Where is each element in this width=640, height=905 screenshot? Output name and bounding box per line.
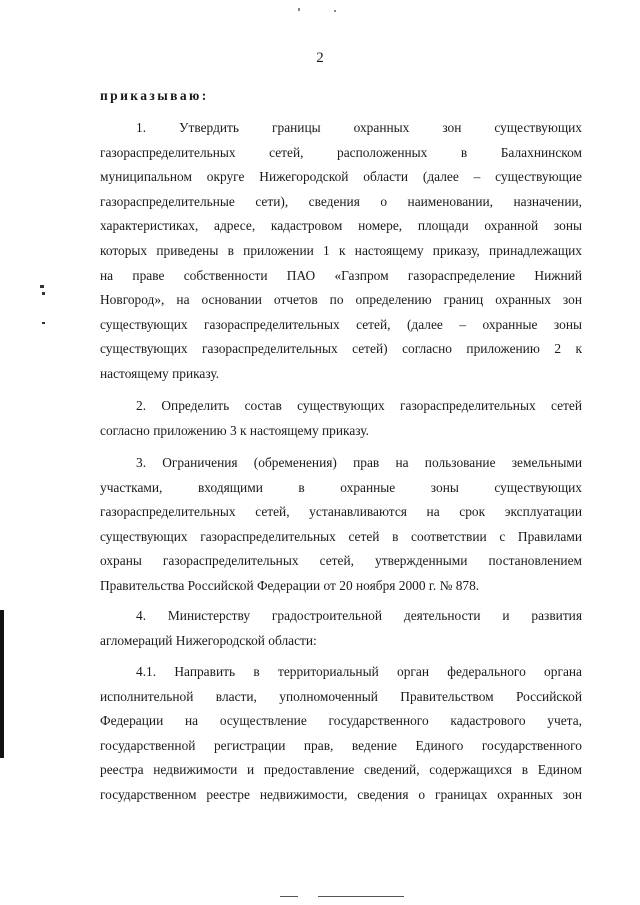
- text-line: агломераций Нижегородской области:: [100, 632, 317, 648]
- text-line: существующих газораспределительных сетей, (далее – охранные зоны: [100, 316, 582, 332]
- scan-speck: [40, 285, 44, 288]
- text-line: участками, входящими в охранные зоны существующих: [100, 479, 582, 495]
- text-line: газораспределительных сетей, устанавливаются на срок эксплуатации: [100, 504, 582, 520]
- text-line: Новгород», на основании отчетов по определению границ охранных зон: [100, 292, 582, 308]
- scan-line: [280, 896, 298, 897]
- text-line: Правительства Российской Федерации от 20 ноября 2000 г. № 878.: [100, 577, 480, 593]
- text-line: существующих газораспределительных сетей) согласно приложению 2 к: [100, 341, 582, 357]
- text-line: газораспределительные сети), сведения о наименовании, назначении,: [100, 193, 582, 209]
- text-line: государственном реестре недвижимости, сведения о границах охранных зон: [100, 786, 582, 802]
- text-line: муниципальном округе Нижегородской области (далее – существующие: [100, 169, 582, 185]
- text-line: характеристиках, адресе, кадастровом номере, площади охранной зоны: [100, 218, 582, 234]
- text-line: исполнительной власти, уполномоченный Правительством Российской: [100, 688, 582, 704]
- text-line: настоящему приказу.: [100, 365, 220, 381]
- scan-line: [318, 896, 404, 897]
- text-line: охраны газораспределительных сетей, утвержденными постановлением: [100, 553, 582, 569]
- text-line: согласно приложению 3 к настоящему приказу.: [100, 422, 369, 438]
- paragraph-4-1: [100, 660, 582, 808]
- scan-speck: [42, 322, 45, 324]
- scan-speck: [334, 10, 336, 12]
- text-line: реестра недвижимости и предоставление сведений, содержащихся в Едином: [100, 762, 582, 778]
- scan-speck: [298, 8, 300, 11]
- scan-speck: [42, 292, 45, 295]
- order-heading: приказываю:: [100, 88, 209, 103]
- scan-edge-bar: [0, 610, 4, 758]
- text-line: существующих газораспределительных сетей в соответствии с Правилами: [100, 528, 582, 544]
- text-line: которых приведены в приложении 1 к настоящему приказу, принадлежащих: [100, 242, 582, 258]
- page-number: 2: [316, 50, 324, 66]
- text-line: государственной регистрации прав, ведение Единого государственного: [100, 737, 582, 753]
- text-line: 4.1. Направить в территориальный орган федерального органа: [136, 664, 582, 679]
- paragraph-4: [100, 604, 582, 653]
- paragraph-2: [100, 394, 582, 443]
- text-line: на праве собственности ПАО «Газпром газораспределение Нижний: [100, 267, 582, 283]
- text-line: 4. Министерству градостроительной деятельности и развития: [136, 608, 582, 623]
- paragraph-1: [100, 116, 582, 387]
- text-line: Федерации на осуществление государственного кадастрового учета,: [100, 713, 582, 729]
- text-line: газораспределительных сетей, расположенных в Балахнинском: [100, 144, 582, 160]
- text-line: 3. Ограничения (обременения) прав на пользование земельными: [136, 455, 582, 470]
- paragraph-3: [100, 451, 582, 599]
- text-line: 1. Утвердить границы охранных зон существующих: [136, 120, 582, 135]
- text-line: 2. Определить состав существующих газораспределительных сетей: [136, 398, 582, 413]
